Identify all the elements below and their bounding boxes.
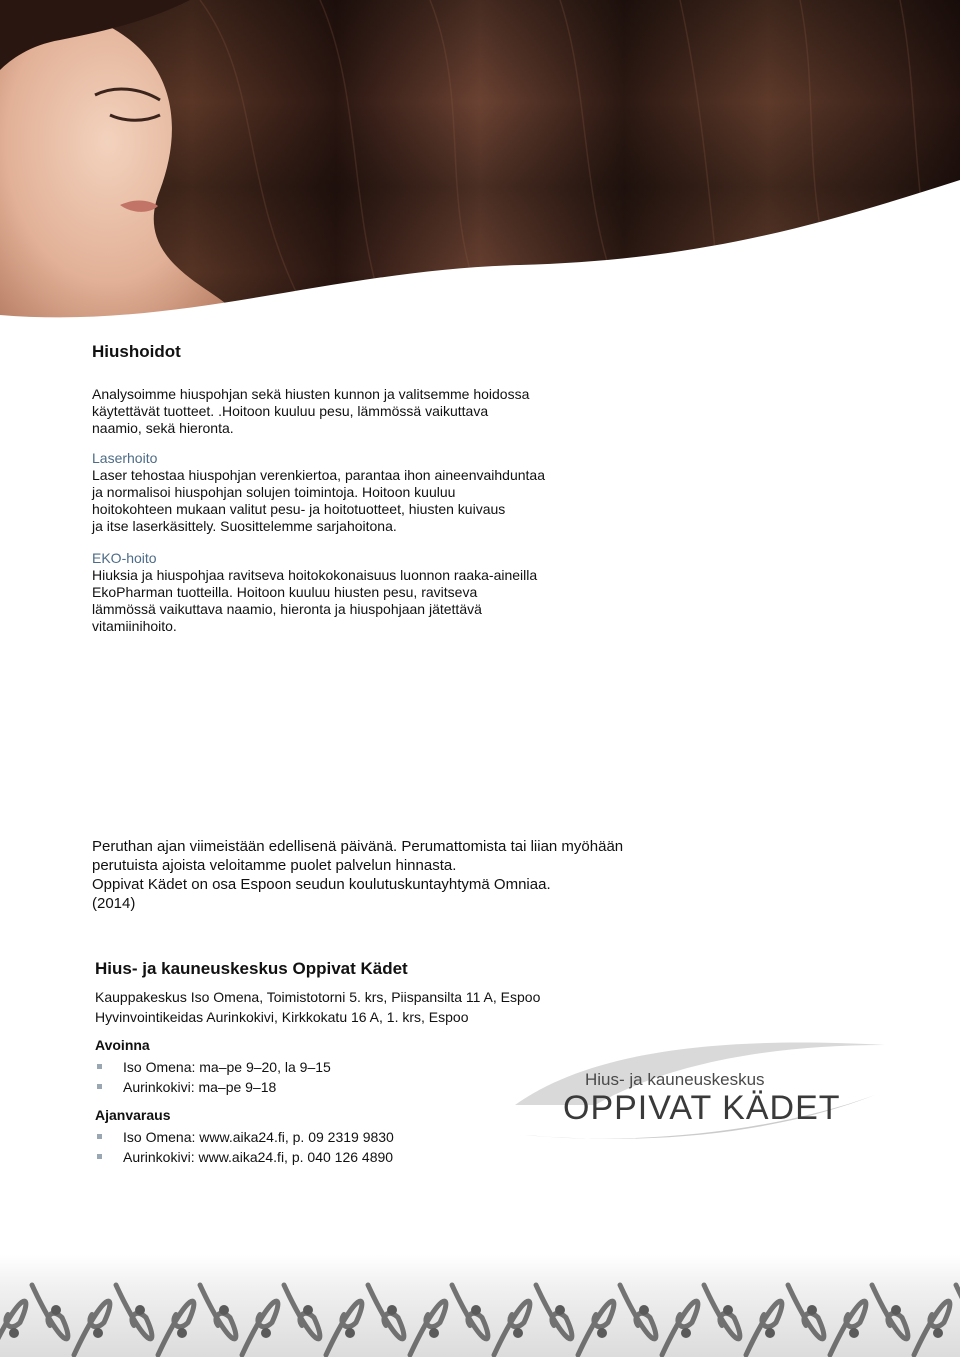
- swirl-dot: [219, 1305, 229, 1315]
- swirl-dot: [555, 1305, 565, 1315]
- laser-section: [92, 450, 592, 535]
- eko-section: [92, 550, 592, 635]
- square-bullet-icon: [97, 1154, 102, 1159]
- text-line: ja normalisoi hiuspohjan solujen toimintoja. Hoitoon kuuluu: [92, 484, 456, 500]
- text-line: lämmössä vaikuttava naamio, hieronta ja hiuspohjaan jätettävä: [92, 601, 482, 617]
- hours-text: Aurinkokivi: ma–pe 9–18: [123, 1079, 277, 1095]
- swirl-dot: [513, 1328, 523, 1338]
- swirl-dot: [135, 1305, 145, 1315]
- booking-heading: Ajanvaraus: [95, 1107, 171, 1123]
- square-bullet-icon: [97, 1134, 102, 1139]
- text-line: perutuista ajoista veloitamme puolet palvelun hinnasta.: [92, 857, 457, 874]
- text-line: Peruthan ajan viimeistään edellisenä päivänä. Perumattomista tai liian myöhään: [92, 838, 624, 855]
- laser-heading: Laserhoito: [92, 450, 158, 466]
- address-line: Kauppakeskus Iso Omena, Toimistotorni 5. krs, Piispansilta 11 A, Espoo: [95, 989, 541, 1005]
- booking-text: Aurinkokivi: www.aika24.fi, p. 040 126 4890: [123, 1149, 394, 1165]
- hero-banner-image: [0, 0, 960, 340]
- swirl-dot: [639, 1305, 649, 1315]
- oppivat-kadet-logo: [505, 1035, 890, 1150]
- swirl-dot: [429, 1328, 439, 1338]
- hours-text: Iso Omena: ma–pe 9–20, la 9–15: [123, 1059, 331, 1075]
- swirl-dot: [597, 1328, 607, 1338]
- text-line: vitamiinihoito.: [92, 618, 177, 634]
- swirl-dot: [303, 1305, 313, 1315]
- text-line: Hiuksia ja hiuspohjaa ravitseva hoitokokonaisuus luonnon raaka-aineilla: [92, 567, 538, 583]
- swirl-dot: [681, 1328, 691, 1338]
- list-item: [95, 1147, 615, 1167]
- intro-paragraph: [92, 386, 592, 437]
- swirl-dot: [387, 1305, 397, 1315]
- decorative-footer-pattern: [0, 1255, 960, 1357]
- swirl-dot: [891, 1305, 901, 1315]
- swirl-dot: [765, 1328, 775, 1338]
- text-line: Laser tehostaa hiuspohjan verenkiertoa, parantaa ihon aineenvaihduntaa: [92, 467, 546, 483]
- logo-name: OPPIVAT KÄDET: [563, 1089, 841, 1127]
- hours-heading: Avoinna: [95, 1037, 150, 1053]
- text-line: Oppivat Kädet on osa Espoon seudun koulutuskuntayhtymä Omniaa.: [92, 876, 551, 893]
- swirl-dot: [723, 1305, 733, 1315]
- swirl-dot: [933, 1328, 943, 1338]
- text-line: naamio, sekä hieronta.: [92, 420, 234, 436]
- swirl-dot: [807, 1305, 817, 1315]
- swirl-dot: [849, 1328, 859, 1338]
- address-line: Hyvinvointikeidas Aurinkokivi, Kirkkokatu 16 A, 1. krs, Espoo: [95, 1009, 469, 1025]
- swirl-dot: [345, 1328, 355, 1338]
- swirl-dot: [261, 1328, 271, 1338]
- eko-heading: EKO-hoito: [92, 550, 157, 566]
- text-line: (2014): [92, 895, 136, 912]
- swirl-dot: [177, 1328, 187, 1338]
- text-line: Analysoimme hiuspohjan sekä hiusten kunnon ja valitsemme hoidossa: [92, 386, 530, 402]
- swirl-dot: [471, 1305, 481, 1315]
- text-line: EkoPharman tuotteilla. Hoitoon kuuluu hiusten pesu, ravitseva: [92, 584, 478, 600]
- text-line: hoitokohteen mukaan valitut pesu- ja hoitotuotteet, hiusten kuivaus: [92, 501, 506, 517]
- page-title: Hiushoidot: [92, 342, 181, 361]
- text-line: käytettävät tuotteet. .Hoitoon kuuluu pesu, lämmössä vaikuttava: [92, 403, 489, 419]
- swirl-dot: [93, 1328, 103, 1338]
- swirl-dot: [51, 1305, 61, 1315]
- square-bullet-icon: [97, 1064, 102, 1069]
- swirl-dot: [9, 1328, 19, 1338]
- cancellation-notice: [92, 837, 712, 913]
- text-line: ja itse laserkäsittely. Suosittelemme sarjahoitona.: [92, 518, 397, 534]
- square-bullet-icon: [97, 1084, 102, 1089]
- booking-text: Iso Omena: www.aika24.fi, p. 09 2319 9830: [123, 1129, 394, 1145]
- business-name: Hius- ja kauneuskeskus Oppivat Kädet: [95, 959, 408, 978]
- logo-tagline: Hius- ja kauneuskeskus: [585, 1070, 765, 1089]
